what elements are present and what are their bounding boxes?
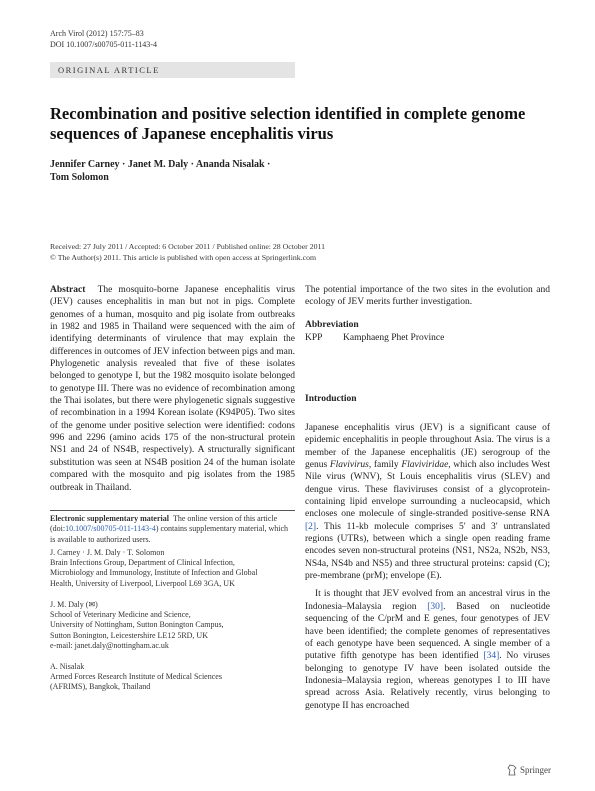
- reference-link[interactable]: [2]: [305, 521, 317, 532]
- reference-link[interactable]: [34]: [483, 651, 500, 662]
- introduction-heading: Introduction: [305, 394, 357, 404]
- abstract: [50, 284, 295, 494]
- doi-link[interactable]: 10.1007/s00705-011-1143-4: [65, 524, 156, 534]
- esm-label: Electronic supplementary material: [50, 514, 169, 523]
- abstract-text: The mosquito-borne Japanese encephalitis virus (JEV) causes encephalitis in man but not in pigs. Complete genomes of a human, mosquito and pig isolate from outbreaks in 1982 and 1985 in Thailand were sequenced with the aim of identifying determinants of virulence that may explain the differences in outcomes of JEV infection between pigs and man. Phylogenetic analysis revealed that five of these isolates belonged to genotype I, but the 1982 mosquito isolate belonged to genotype III. There was no evidence of recombination among the Thai isolates, but there were phylogenetic signals suggestive of recombination in a 1994 Korean isolate (K94P05). Two sites of the genome under positive selection were identified: codons 996 and 2296 (amino acids 175 of the non-structural protein NS1 and 24 of NS4B, respectively). A structurally significant substitution was seen at NS4B position 24 of the human isolate compared with the mosquito and pig isolates from the 1985 outbreak in Thailand.: [50, 285, 296, 493]
- springer-horse-icon: [507, 764, 517, 776]
- abbreviation-definition: Kamphaeng Phet Province: [343, 333, 445, 343]
- publisher-logo: [507, 764, 551, 776]
- abbreviation-row: [305, 333, 444, 343]
- intro-paragraph-1: Japanese encephalitis virus (JEV) is a significant cause of epidemic encephalitis in people throughout Asia. The virus is a member of the Japanese encephalitis (JE) serogroup of the genus Flavivirus, family Flaviviridae, which also includes West Nile virus (WNV), St Louis encephalitis virus (SLEV) and dengue virus. These flaviviruses consist of a glycoprotein-containing lipid envelope surrounding a nucleocapsid, which encloses one molecule of single-stranded positive-sense RNA [2]. This 11-kb molecule comprises 5′ and 3′ untranslated regions (UTRs), between which a single open reading frame encodes seven non-structural proteins (NS1, NS2a, NS2b, NS3, NS4a, NS4b and NS5) and three structural proteins: capsid (C); pre-membrane (prM); envelope (E).: [305, 423, 550, 582]
- publisher-name: Springer: [520, 765, 551, 775]
- abstract-continued: The potential importance of the two sites in the evolution and ecology of JEV merits further investigation.: [305, 285, 550, 308]
- copyright-line: © The Author(s) 2011. This article is published with open access at Springerlink.com: [50, 252, 317, 262]
- authors-line-2: Tom Solomon: [50, 172, 109, 183]
- abbreviation-term: KPP: [305, 333, 323, 343]
- affiliation-2: J. M. Daly (✉) School of Veterinary Medicine and Science, University of Nottingham, Sutton Bonington Campus, Sutton Bonington, Leicestershire LE12 5RD, UK e-mail: janet.daly@nottingham.ac.uk: [50, 600, 295, 651]
- author-list: [50, 158, 450, 184]
- reference-link[interactable]: [30]: [427, 601, 444, 612]
- affiliation-3: A. Nisalak Armed Forces Research Institute of Medical Sciences (AFRIMS), Bangkok, Thailand: [50, 662, 222, 692]
- affiliation-1: J. Carney · J. M. Daly · T. Solomon Brain Infections Group, Department of Clinical Infection, Microbiology and Immunology, Institute of Infection and Global Health, University of Liverpool, Liverpool L69 3GA, UK: [50, 548, 258, 588]
- authors-line-1: Jennifer Carney · Janet M. Daly · Ananda Nisalak ·: [50, 159, 271, 170]
- article-title: Recombination and positive selection identified in complete genome sequences of Japanese encephalitis virus: [50, 104, 526, 143]
- introduction-body: [305, 422, 550, 712]
- journal-meta: [50, 28, 157, 50]
- supplementary-note: Electronic supplementary material The online version of this article (doi:10.1007/s00705-011-1143-4) contains supplementary material, which is available to authorized users.: [50, 514, 289, 544]
- intro-paragraph-2: It is thought that JEV evolved from an ancestral virus in the Indonesia–Malaysia region [30]. Based on nucleotide sequencing of the C/prM and E genes, four genotypes of JEV have been identified; the complete genomes of representatives of each genotype have been sequenced. A single member of a putative fifth genotype has been identified [34]. No viruses belonging to genotype IV have been isolated outside the Indonesia–Malaysia region, whereas genotypes I to III have spread across Asia. Relatively recently, virus belonging to genotype II has encroached: [305, 589, 551, 711]
- section-tag: ORIGINAL ARTICLE: [50, 62, 295, 78]
- doi: DOI 10.1007/s00705-011-1143-4: [50, 40, 157, 49]
- abbreviation-heading: Abbreviation: [305, 320, 359, 330]
- journal-citation: Arch Virol (2012) 157:75–83: [50, 29, 144, 38]
- dates-line-1: Received: 27 July 2011 / Accepted: 6 October 2011 / Published online: 28 October 2011: [50, 242, 326, 251]
- footnote-divider: [50, 510, 295, 511]
- email-link[interactable]: e-mail: janet.daly@nottingham.ac.uk: [50, 640, 169, 650]
- abstract-label: Abstract: [50, 285, 86, 295]
- publication-dates: [50, 242, 550, 263]
